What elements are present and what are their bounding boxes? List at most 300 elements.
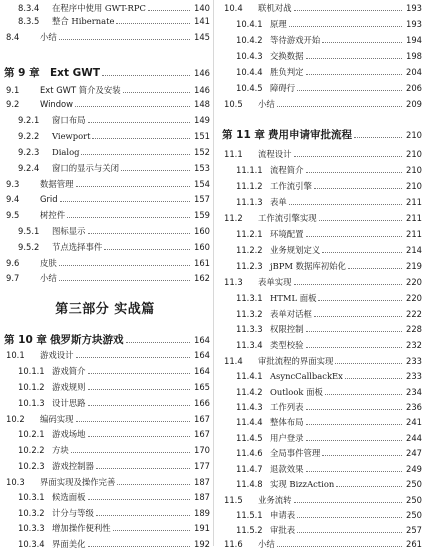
dot-leader xyxy=(322,42,402,43)
section-number: 10.2.3 xyxy=(18,461,45,471)
section-title: 工作流引擎实现 xyxy=(258,213,317,223)
dot-leader xyxy=(59,280,190,281)
page-number: 193 xyxy=(406,19,422,29)
section-title: 原理 xyxy=(270,19,287,29)
dot-leader xyxy=(297,517,402,518)
section-number: 9.5.1 xyxy=(18,226,40,236)
section-number: 11.2.2 xyxy=(236,245,263,255)
page-number: 157 xyxy=(194,194,210,204)
page-number: 151 xyxy=(194,131,210,141)
dot-leader xyxy=(104,249,190,250)
page-number: 161 xyxy=(194,258,210,268)
toc-entry xyxy=(0,98,210,110)
page-number: 211 xyxy=(406,229,422,239)
page-number: 167 xyxy=(194,414,210,424)
section-title: 游戏场地 xyxy=(52,429,86,439)
section-number: 11.5.1 xyxy=(236,510,263,520)
toc-entry xyxy=(0,413,210,425)
section-title: 数据管理 xyxy=(40,179,74,189)
page-number: 232 xyxy=(406,340,422,350)
section-title: 流程简介 xyxy=(270,165,304,175)
section-title: 胜负判定 xyxy=(270,67,304,77)
dot-leader xyxy=(336,486,402,487)
dot-leader xyxy=(294,502,403,503)
page-number: 241 xyxy=(406,417,422,427)
page-number: 192 xyxy=(194,539,210,549)
toc-entry xyxy=(218,276,422,288)
dot-leader xyxy=(88,389,191,390)
toc-entry xyxy=(0,130,210,142)
section-number: 10.2.2 xyxy=(18,445,45,455)
dot-leader xyxy=(88,233,191,234)
toc-entry xyxy=(218,432,422,444)
section-number: 第 9 章 xyxy=(4,67,40,79)
toc-entry xyxy=(218,308,422,320)
section-number: 9.2 xyxy=(6,99,20,109)
dot-leader xyxy=(289,204,402,205)
section-number: 11.3.2 xyxy=(236,309,263,319)
section-title: 工作流引擎 xyxy=(270,181,312,191)
toc-chapter-entry xyxy=(0,333,210,347)
section-number: 11.1.2 xyxy=(236,181,263,191)
page-number: 148 xyxy=(194,99,210,109)
section-number: 10.3 xyxy=(6,477,25,487)
page-number: 145 xyxy=(194,32,210,42)
page-number: 204 xyxy=(406,67,422,77)
section-title: Viewport xyxy=(52,131,91,141)
toc-entry xyxy=(218,228,422,240)
section-title: 小结 xyxy=(40,32,57,42)
section-number: 10.5 xyxy=(224,99,243,109)
toc-entry xyxy=(218,323,422,335)
dot-leader xyxy=(88,405,191,406)
section-number: 9.3 xyxy=(6,179,20,189)
toc-entry xyxy=(218,212,422,224)
toc-entry xyxy=(0,460,210,472)
toc-entry xyxy=(0,15,210,27)
page-number: 236 xyxy=(406,402,422,412)
section-number: 9.7 xyxy=(6,273,20,283)
section-number: 11.4.4 xyxy=(236,417,263,427)
page-number: 247 xyxy=(406,448,422,458)
page-number: 249 xyxy=(406,464,422,474)
section-title: 游戏控制器 xyxy=(52,461,94,471)
toc-entry xyxy=(218,292,422,304)
toc-entry xyxy=(218,82,422,94)
toc-entry xyxy=(0,31,210,43)
section-title: Ext GWT 简介及安装 xyxy=(40,85,121,95)
page-number: 261 xyxy=(406,539,422,549)
section-number: 11.4.5 xyxy=(236,433,263,443)
section-title: 候选面板 xyxy=(52,492,86,502)
dot-leader xyxy=(322,455,402,456)
section-number: 11.4 xyxy=(224,356,243,366)
page-number: 154 xyxy=(194,179,210,189)
section-title: jBPM 数据库初始化 xyxy=(270,261,346,271)
section-title: 审批表 xyxy=(270,525,296,535)
dot-leader xyxy=(59,265,190,266)
toc-entry xyxy=(0,428,210,440)
section-title: Grid xyxy=(40,194,58,204)
section-number: 11.4.6 xyxy=(236,448,263,458)
section-title: 图标显示 xyxy=(52,226,86,236)
toc-entry xyxy=(0,365,210,377)
section-title: 表单对话框 xyxy=(270,309,312,319)
toc-entry xyxy=(218,18,422,30)
part-heading: 第三部分 实战篇 xyxy=(55,302,155,317)
dot-leader xyxy=(121,170,190,171)
page-number: 250 xyxy=(406,510,422,520)
dot-leader xyxy=(76,357,191,358)
section-number: 10.4.2 xyxy=(236,35,263,45)
page-number: 193 xyxy=(406,3,422,13)
page-number: 160 xyxy=(194,226,210,236)
dot-leader xyxy=(348,268,402,269)
section-title: 增加操作便利性 xyxy=(52,523,111,533)
page-number: 210 xyxy=(406,165,422,175)
page-number: 149 xyxy=(194,115,210,125)
page-number: 234 xyxy=(406,387,422,397)
toc-entry xyxy=(0,476,210,488)
section-title: 界面实现及操作完善 xyxy=(40,477,116,487)
dot-leader xyxy=(354,137,402,138)
page-number: 191 xyxy=(194,523,210,533)
section-title: 整合 Hibernate xyxy=(52,16,115,26)
section-number: 9.1 xyxy=(6,85,20,95)
section-number: 10.1.1 xyxy=(18,366,45,376)
page-number: 160 xyxy=(194,242,210,252)
dot-leader xyxy=(306,409,403,410)
page-number: 210 xyxy=(406,181,422,191)
toc-entry xyxy=(218,50,422,62)
dot-leader xyxy=(148,10,190,11)
section-number: 11.4.2 xyxy=(236,387,263,397)
section-title: 用户登录 xyxy=(270,433,304,443)
section-title: Window xyxy=(40,99,74,109)
section-title: 小结 xyxy=(258,539,275,549)
dot-leader xyxy=(113,530,190,531)
dot-leader xyxy=(88,373,191,374)
section-number: 11.3.3 xyxy=(236,324,263,334)
section-title: 设计思路 xyxy=(52,398,86,408)
dot-leader xyxy=(345,378,402,379)
section-number: 9.2.3 xyxy=(18,147,40,157)
column-divider xyxy=(213,0,214,546)
section-title: 工作列表 xyxy=(270,402,304,412)
section-number: 9.2.2 xyxy=(18,131,40,141)
section-title: 方块 xyxy=(52,445,69,455)
page-number: 257 xyxy=(406,525,422,535)
section-number: 10.4.1 xyxy=(236,19,263,29)
toc-entry xyxy=(218,148,422,160)
section-number: 11.5 xyxy=(224,495,243,505)
toc-entry xyxy=(0,538,210,550)
dot-leader xyxy=(96,515,190,516)
dot-leader xyxy=(306,347,403,348)
dot-leader xyxy=(116,23,190,24)
section-number: 10.4 xyxy=(224,3,243,13)
toc-entry xyxy=(0,146,210,158)
toc-entry xyxy=(218,2,422,14)
dot-leader xyxy=(297,532,402,533)
page-number: 164 xyxy=(194,366,210,376)
section-title: 游戏规则 xyxy=(52,382,86,392)
page-number: 210 xyxy=(406,130,422,140)
section-title: 界面美化 xyxy=(52,539,86,549)
page-number: 228 xyxy=(406,324,422,334)
section-number: 11.3.1 xyxy=(236,293,263,303)
dot-leader xyxy=(88,436,191,437)
dot-leader xyxy=(71,452,190,453)
section-number: 9.2.4 xyxy=(18,163,40,173)
section-number: 8.3.4 xyxy=(18,3,40,13)
page-number: 214 xyxy=(406,245,422,255)
section-number: 9.5 xyxy=(6,210,20,220)
dot-leader xyxy=(75,106,190,107)
section-number: 10.3.1 xyxy=(18,492,45,502)
dot-leader xyxy=(60,201,190,202)
page-number: 141 xyxy=(194,16,210,26)
section-title: HTML 面板 xyxy=(270,293,317,303)
dot-leader xyxy=(277,106,402,107)
section-title: 游戏简介 xyxy=(52,366,86,376)
page-number: 198 xyxy=(406,51,422,61)
page-number: 220 xyxy=(406,277,422,287)
section-title: 窗口布局 xyxy=(52,115,86,125)
toc-entry xyxy=(0,491,210,503)
dot-leader xyxy=(81,154,190,155)
section-number: 11.2.3 xyxy=(236,261,263,271)
section-number: 11.3.4 xyxy=(236,340,263,350)
page-number: 165 xyxy=(194,382,210,392)
page-number: 177 xyxy=(194,461,210,471)
section-title: Dialog xyxy=(52,147,80,157)
section-title: Outlook 面板 xyxy=(270,387,323,397)
toc-entry xyxy=(218,538,422,550)
page-number: 233 xyxy=(406,356,422,366)
dot-leader xyxy=(314,316,402,317)
section-title: 权限控制 xyxy=(270,324,304,334)
dot-leader xyxy=(306,58,403,59)
toc-entry xyxy=(218,355,422,367)
dot-leader xyxy=(294,156,403,157)
page-number: 170 xyxy=(194,445,210,455)
toc-entry xyxy=(0,225,210,237)
dot-leader xyxy=(117,484,190,485)
section-number: 10.2 xyxy=(6,414,25,424)
toc-entry xyxy=(218,524,422,536)
section-title: 业务流转 xyxy=(258,495,292,505)
section-number: 11.5.2 xyxy=(236,525,263,535)
toc-entry xyxy=(218,416,422,428)
page-number: 187 xyxy=(194,492,210,502)
dot-leader xyxy=(322,252,402,253)
toc-entry xyxy=(0,349,210,361)
dot-leader xyxy=(59,39,190,40)
section-number: 10.4.5 xyxy=(236,83,263,93)
dot-leader xyxy=(76,186,191,187)
dot-leader xyxy=(306,74,403,75)
page-number: 206 xyxy=(406,83,422,93)
section-title: 俄罗斯方块游戏 xyxy=(50,334,124,346)
section-number: 11.1.1 xyxy=(236,165,263,175)
page-number: 164 xyxy=(194,335,210,345)
section-title: 实现 BizzAction xyxy=(270,479,335,489)
page-number: 146 xyxy=(194,68,210,78)
page-number: 250 xyxy=(406,495,422,505)
dot-leader xyxy=(88,122,191,123)
toc-entry xyxy=(218,370,422,382)
toc-entry xyxy=(0,241,210,253)
section-number: 11.2.1 xyxy=(236,229,263,239)
page-number: 219 xyxy=(406,261,422,271)
toc-entry xyxy=(0,178,210,190)
section-number: 11.1 xyxy=(224,149,243,159)
toc-entry xyxy=(0,257,210,269)
section-number: 11.3 xyxy=(224,277,243,287)
toc-entry xyxy=(0,162,210,174)
page-number: 194 xyxy=(406,35,422,45)
section-title: 小结 xyxy=(258,99,275,109)
dot-leader xyxy=(123,92,190,93)
section-number: 11.4.1 xyxy=(236,371,263,381)
dot-leader xyxy=(306,331,403,332)
section-number: 9.5.2 xyxy=(18,242,40,252)
toc-entry xyxy=(218,509,422,521)
toc-entry xyxy=(218,478,422,490)
section-number: 9.6 xyxy=(6,258,20,268)
toc-entry xyxy=(218,339,422,351)
section-number: 10.1.2 xyxy=(18,382,45,392)
section-title: 审批流程的界面实现 xyxy=(258,356,334,366)
section-title: AsyncCallbackEx xyxy=(270,371,343,381)
section-title: 交换数据 xyxy=(270,51,304,61)
section-number: 11.6 xyxy=(224,539,243,549)
section-title: Ext GWT xyxy=(50,67,100,79)
section-title: 在程序中使用 GWT-RPC xyxy=(52,3,146,13)
section-number: 10.1.3 xyxy=(18,398,45,408)
section-number: 11.4.3 xyxy=(236,402,263,412)
section-title: 计分与等级 xyxy=(52,508,94,518)
section-title: 等待游戏开始 xyxy=(270,35,321,45)
toc-entry xyxy=(218,463,422,475)
dot-leader xyxy=(92,138,190,139)
dot-leader xyxy=(76,421,191,422)
section-title: 表单实现 xyxy=(258,277,292,287)
page-number: 187 xyxy=(194,477,210,487)
section-title: 流程设计 xyxy=(258,149,292,159)
section-title: 联机对战 xyxy=(258,3,292,13)
page-number: 167 xyxy=(194,429,210,439)
toc-entry xyxy=(0,193,210,205)
toc-entry xyxy=(218,164,422,176)
dot-leader xyxy=(306,440,403,441)
section-number: 11.4.8 xyxy=(236,479,263,489)
dot-leader xyxy=(297,90,402,91)
page-number: 210 xyxy=(406,149,422,159)
section-number: 9.4 xyxy=(6,194,20,204)
page-number: 166 xyxy=(194,398,210,408)
section-number: 10.1 xyxy=(6,350,25,360)
dot-leader xyxy=(306,471,403,472)
section-number: 11.4.7 xyxy=(236,464,263,474)
page-number: 244 xyxy=(406,433,422,443)
section-number: 第 10 章 xyxy=(4,334,47,346)
section-title: 皮肤 xyxy=(40,258,57,268)
dot-leader xyxy=(306,236,403,237)
page-number: 222 xyxy=(406,309,422,319)
section-number: 8.4 xyxy=(6,32,20,42)
section-title: 节点选择事件 xyxy=(52,242,103,252)
dot-leader xyxy=(294,284,403,285)
dot-leader xyxy=(314,188,402,189)
section-title: 树控件 xyxy=(40,210,66,220)
section-title: 表单 xyxy=(270,197,287,207)
dot-leader xyxy=(88,499,191,500)
section-number: 11.1.3 xyxy=(236,197,263,207)
toc-entry xyxy=(0,2,210,14)
toc-entry xyxy=(218,98,422,110)
section-title: 游戏设计 xyxy=(40,350,74,360)
section-title: 窗口的显示与关闭 xyxy=(52,163,119,173)
toc-entry xyxy=(0,209,210,221)
toc-entry xyxy=(218,34,422,46)
toc-entry xyxy=(0,397,210,409)
toc-entry xyxy=(0,381,210,393)
page-number: 159 xyxy=(194,210,210,220)
section-number: 10.3.4 xyxy=(18,539,45,549)
section-number: 9.2.1 xyxy=(18,115,40,125)
toc-entry xyxy=(0,444,210,456)
dot-leader xyxy=(102,75,190,76)
section-title: 业务规划定义 xyxy=(270,245,321,255)
section-number: 10.4.3 xyxy=(236,51,263,61)
page-number: 209 xyxy=(406,99,422,109)
page-number: 211 xyxy=(406,197,422,207)
section-number: 11.2 xyxy=(224,213,243,223)
toc-entry xyxy=(0,522,210,534)
dot-leader xyxy=(289,26,402,27)
dot-leader xyxy=(126,342,191,343)
page-number: 189 xyxy=(194,508,210,518)
section-number: 8.3.5 xyxy=(18,16,40,26)
dot-leader xyxy=(294,10,403,11)
dot-leader xyxy=(318,300,402,301)
dot-leader xyxy=(325,394,402,395)
toc-entry xyxy=(218,196,422,208)
section-title: 整体布局 xyxy=(270,417,304,427)
toc-entry xyxy=(0,272,210,284)
section-number: 10.3.2 xyxy=(18,508,45,518)
toc-entry xyxy=(218,494,422,506)
dot-leader xyxy=(306,172,403,173)
dot-leader xyxy=(335,363,402,364)
page-number: 164 xyxy=(194,350,210,360)
section-number: 10.2.1 xyxy=(18,429,45,439)
toc-entry xyxy=(218,401,422,413)
toc-entry xyxy=(218,66,422,78)
section-title: 类型校验 xyxy=(270,340,304,350)
toc-entry xyxy=(218,386,422,398)
page-number: 162 xyxy=(194,273,210,283)
dot-leader xyxy=(306,424,403,425)
dot-leader xyxy=(67,217,190,218)
section-number: 10.3.3 xyxy=(18,523,45,533)
page-number: 250 xyxy=(406,479,422,489)
section-title: 费用申请审批流程 xyxy=(268,129,352,141)
toc-entry xyxy=(218,447,422,459)
dot-leader xyxy=(96,468,190,469)
